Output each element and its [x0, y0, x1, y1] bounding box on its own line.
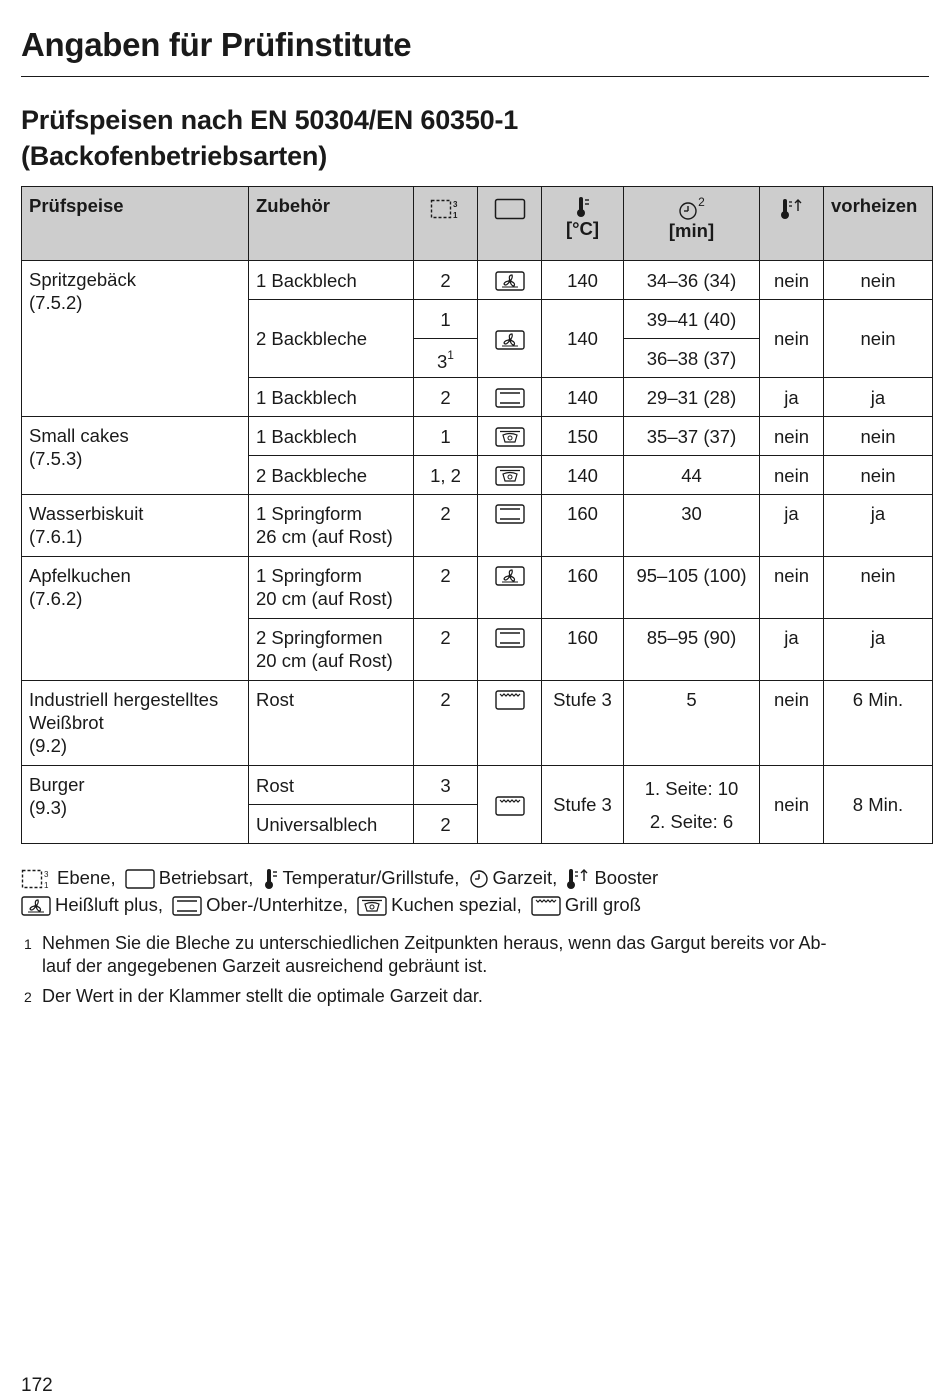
mode-cell — [478, 417, 542, 456]
mode-cell — [478, 261, 542, 300]
temperature-cell: Stufe 3 — [542, 766, 624, 844]
food-code: (7.5.2) — [29, 292, 83, 313]
temperature-cell: 140 — [542, 261, 624, 300]
ober-unterhitze-icon — [495, 628, 525, 648]
time-cell: 1. Seite: 10 2. Seite: 6 — [624, 766, 760, 844]
time-cell: 85–95 (90) — [624, 619, 760, 681]
kuchen-spezial-icon — [495, 427, 525, 447]
food-cell — [22, 495, 249, 557]
booster-cell: nein — [760, 557, 824, 619]
time-cell: 34–36 (34) — [624, 261, 760, 300]
page-title: Angaben für Prüfinstitute — [21, 26, 412, 63]
ober-unterhitze-icon — [172, 896, 202, 916]
food-cell — [22, 681, 249, 766]
svg-text:3: 3 — [44, 870, 49, 880]
oven-mode-icon — [494, 198, 526, 220]
accessory-cell: Rost — [249, 681, 414, 766]
level-cell: 1 — [414, 417, 478, 456]
kuchen-spezial-icon — [357, 896, 387, 916]
level-cell: 1 — [414, 300, 478, 339]
level-cell: 2 — [414, 619, 478, 681]
temperature-cell: 140 — [542, 300, 624, 378]
food-name: Small cakes — [29, 425, 129, 446]
food-cell — [22, 557, 249, 681]
food-name: Apfelkuchen — [29, 565, 131, 586]
header-temperature — [542, 187, 624, 261]
preheat-cell: nein — [824, 557, 933, 619]
level-cell: 1, 2 — [414, 456, 478, 495]
booster-cell: nein — [760, 261, 824, 300]
accessory-cell: 1 Springform 26 cm (auf Rost) — [249, 495, 414, 557]
table-row — [22, 417, 933, 456]
svg-text:1: 1 — [44, 881, 49, 891]
table-header-row — [22, 187, 933, 261]
booster-cell: ja — [760, 619, 824, 681]
accessory-cell: Universalblech — [249, 805, 414, 844]
mode-cell — [478, 456, 542, 495]
temperature-cell: Stufe 3 — [542, 681, 624, 766]
accessory-cell: 2 Springformen 20 cm (auf Rost) — [249, 619, 414, 681]
ober-unterhitze-icon — [495, 388, 525, 408]
footnote-1: 1 Nehmen Sie die Bleche zu unterschiedlichen Zeitpunkten heraus, wenn das Gargut bereits vor Ab- lauf der angegebenen Garzeit ausreichend gebräunt ist. — [24, 933, 827, 976]
booster-cell: nein — [760, 766, 824, 844]
booster-cell: nein — [760, 417, 824, 456]
food-name: Wasserbiskuit — [29, 503, 144, 524]
time-cell: 5 — [624, 681, 760, 766]
food-code: (7.5.3) — [29, 448, 83, 469]
food-cell — [22, 766, 249, 844]
food-name-cont: Weißbrot — [29, 712, 104, 733]
grill-gross-icon — [495, 690, 525, 710]
mode-cell — [478, 495, 542, 557]
header-food: Prüfspeise — [22, 187, 249, 261]
mode-cell — [478, 378, 542, 417]
grill-gross-icon — [495, 796, 525, 816]
table-row — [22, 261, 933, 300]
food-cell — [22, 417, 249, 495]
food-code: (9.3) — [29, 797, 68, 818]
booster-cell: nein — [760, 300, 824, 378]
test-food-table — [21, 186, 933, 844]
legend-line-2: Heißluft plus, Ober-/Unterhitze, Kuchen spezial, Grill groß — [21, 891, 662, 918]
temperature-cell: 160 — [542, 619, 624, 681]
mode-cell — [478, 619, 542, 681]
booster-icon — [780, 198, 804, 220]
time-cell: 95–105 (100) — [624, 557, 760, 619]
booster-cell: ja — [760, 378, 824, 417]
booster-cell: nein — [760, 681, 824, 766]
legend — [21, 864, 662, 918]
clock-icon — [469, 869, 489, 889]
preheat-cell: ja — [824, 495, 933, 557]
clock-icon — [678, 200, 698, 220]
mode-cell — [478, 766, 542, 844]
level-cell: 2 — [414, 261, 478, 300]
preheat-cell: ja — [824, 378, 933, 417]
section-title-line1: Prüfspeisen nach EN 50304/EN 60350-1 — [21, 105, 519, 135]
booster-cell: nein — [760, 456, 824, 495]
mode-cell — [478, 557, 542, 619]
table-row — [22, 557, 933, 619]
booster-cell: ja — [760, 495, 824, 557]
accessory-cell: 1 Backblech — [249, 378, 414, 417]
footnote-ref: 1 — [447, 347, 454, 362]
legend-line-1: 3 1 Ebene, Betriebsart, Temperatur/Grillstufe, Garzeit, Booster — [21, 864, 662, 891]
svg-text:3: 3 — [452, 200, 457, 210]
preheat-cell: nein — [824, 261, 933, 300]
oven-mode-icon — [125, 869, 155, 889]
preheat-cell: 6 Min. — [824, 681, 933, 766]
svg-text:1: 1 — [452, 211, 457, 221]
food-name: Spritzgebäck — [29, 269, 136, 290]
header-level — [414, 187, 478, 261]
time-cell: 44 — [624, 456, 760, 495]
preheat-cell: nein — [824, 456, 933, 495]
time-cell: 35–37 (37) — [624, 417, 760, 456]
temperature-cell: 160 — [542, 557, 624, 619]
level-cell: 2 — [414, 681, 478, 766]
section-title — [21, 102, 518, 174]
header-accessory: Zubehör — [249, 187, 414, 261]
booster-icon — [566, 868, 590, 890]
food-code: (9.2) — [29, 735, 68, 756]
level-cell: $3^1$ — [414, 339, 478, 378]
temperature-cell: 140 — [542, 378, 624, 417]
level-cell: 2 — [414, 378, 478, 417]
preheat-cell: 8 Min. — [824, 766, 933, 844]
kuchen-spezial-icon — [495, 466, 525, 486]
accessory-cell: 2 Backbleche — [249, 300, 414, 378]
time-cell: 30 — [624, 495, 760, 557]
section-title-line2: (Backofenbetriebsarten) — [21, 141, 327, 171]
preheat-cell: ja — [824, 619, 933, 681]
food-code: (7.6.1) — [29, 526, 83, 547]
thermometer-icon — [263, 868, 279, 890]
grill-gross-icon — [531, 896, 561, 916]
accessory-cell: Rost — [249, 766, 414, 805]
table-row — [22, 681, 933, 766]
footnotes — [24, 932, 914, 1016]
heissluft-plus-icon — [495, 330, 525, 350]
thermometer-icon — [575, 196, 591, 218]
footnote-2: 2 Der Wert in der Klammer stellt die optimale Garzeit dar. — [24, 986, 483, 1006]
time-cell: 36–38 (37) — [624, 339, 760, 378]
temperature-cell: 150 — [542, 417, 624, 456]
level-cell: 2 — [414, 557, 478, 619]
accessory-cell: 2 Backbleche — [249, 456, 414, 495]
mode-cell — [478, 300, 542, 378]
accessory-cell: 1 Backblech — [249, 261, 414, 300]
time-footnote-ref: 2 — [698, 195, 705, 209]
heissluft-plus-icon — [495, 566, 525, 586]
level-cell: 2 — [414, 805, 478, 844]
accessory-cell: 1 Backblech — [249, 417, 414, 456]
header-time-unit: [min] — [668, 220, 715, 242]
food-name: Industriell hergestelltes — [29, 689, 219, 710]
temperature-cell: 140 — [542, 456, 624, 495]
header-preheat: vorheizen — [824, 187, 933, 261]
title-divider — [21, 76, 929, 77]
level-cell: 3 — [414, 766, 478, 805]
accessory-cell: 1 Springform 20 cm (auf Rost) — [249, 557, 414, 619]
time-cell: 29–31 (28) — [624, 378, 760, 417]
level-cell: 2 — [414, 495, 478, 557]
heissluft-plus-icon — [495, 271, 525, 291]
header-temperature-unit: [°C] — [565, 218, 600, 240]
mode-cell — [478, 681, 542, 766]
temperature-cell: 160 — [542, 495, 624, 557]
header-time — [624, 187, 760, 261]
shelf-level-icon — [21, 868, 53, 890]
header-booster — [760, 187, 824, 261]
table-row — [22, 766, 933, 805]
food-name: Burger — [29, 774, 85, 795]
ober-unterhitze-icon — [495, 504, 525, 524]
heissluft-plus-icon — [21, 896, 51, 916]
table-row — [22, 495, 933, 557]
page-number: 172 — [21, 1375, 53, 1396]
food-code: (7.6.2) — [29, 588, 83, 609]
shelf-level-icon — [430, 198, 462, 220]
preheat-cell: nein — [824, 300, 933, 378]
food-cell — [22, 261, 249, 417]
header-mode — [478, 187, 542, 261]
time-cell: 39–41 (40) — [624, 300, 760, 339]
preheat-cell: nein — [824, 417, 933, 456]
